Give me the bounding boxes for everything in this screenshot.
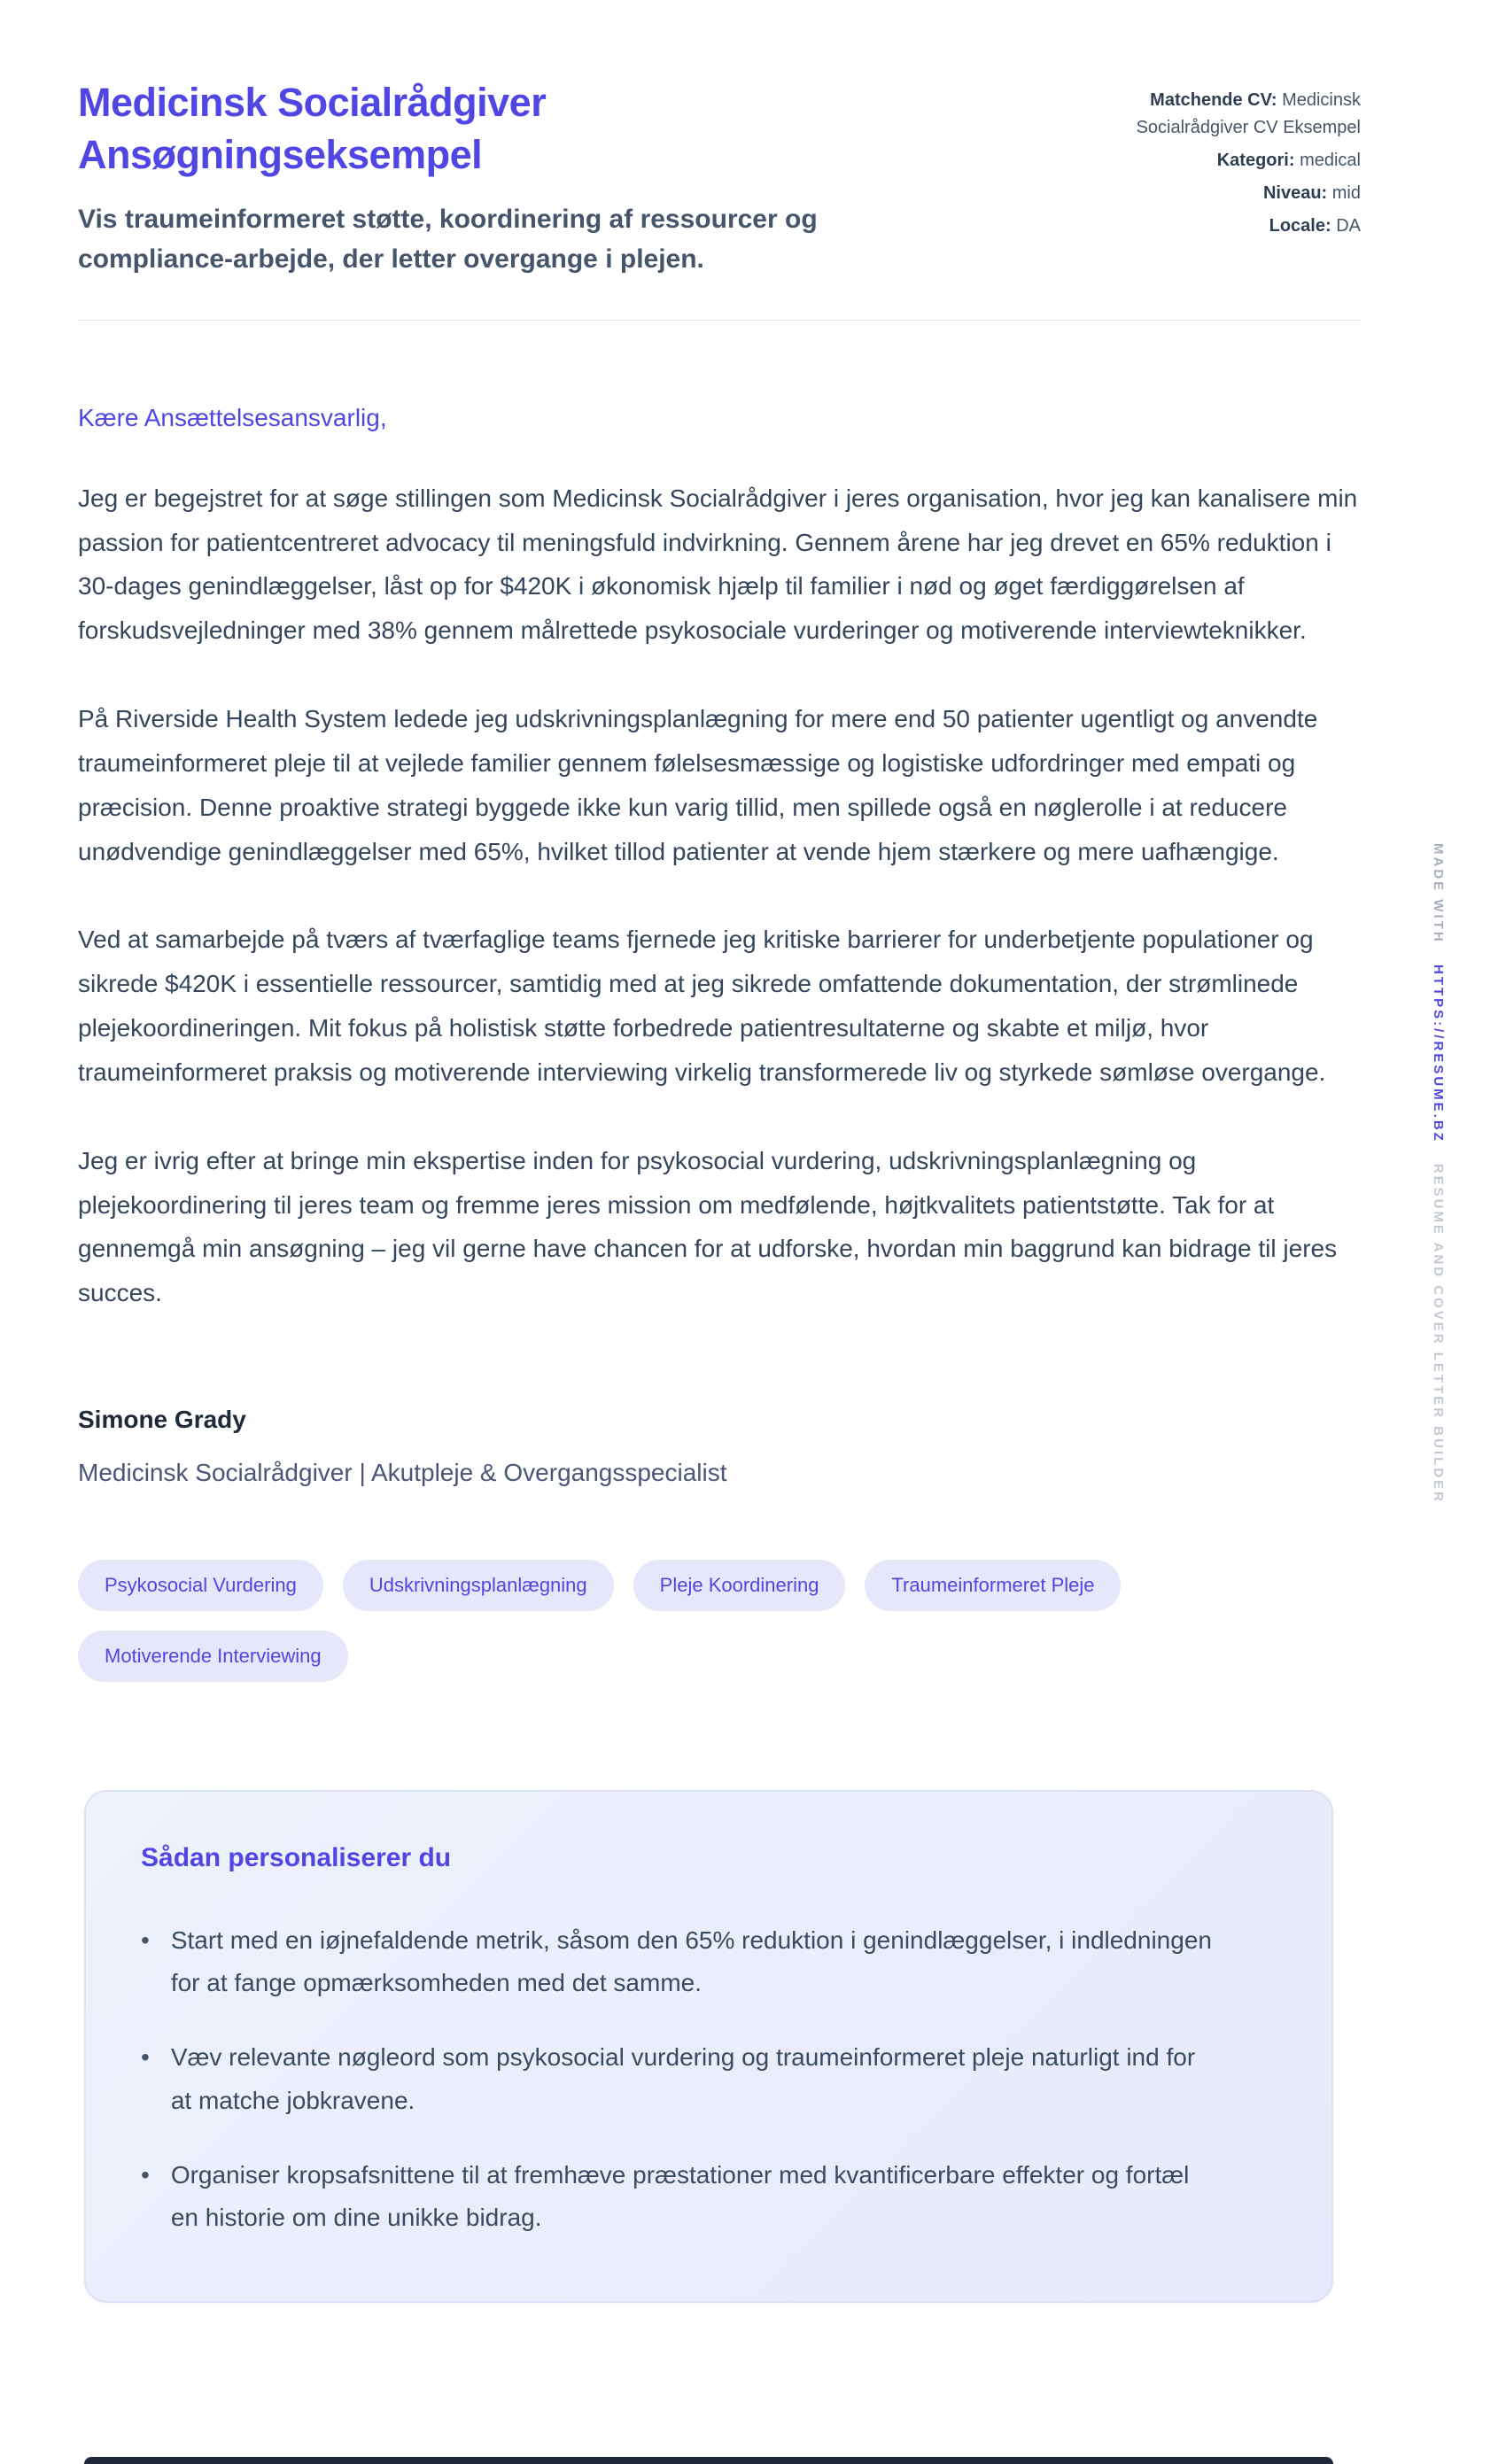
skill-tags [78,1560,1230,1682]
skill-tag: Psykosocial Vurdering [78,1560,323,1611]
side-watermark [1431,843,1446,1504]
personalization-hints-card [84,1790,1333,2303]
letter-paragraph: Jeg er ivrig efter at bringe min ekspertise inden for psykosocial vurdering, udskrivningsplanlægning og plejekoordinering til jeres team og fremme jeres mission om medfølende, højtkvalitets patientstøtte. Tak for at gennemgå min ansøgning – jeg vil gerne have chancen for at udforske, hvordan min baggrund kan bidrage til jeres succes. [78,1146,1338,1307]
hint-text: Væv relevante nøgleord som psykosocial vurdering og traumeinformeret pleje naturligt ind for at matche jobkravene. [170,2043,1196,2114]
footer-bar [84,2457,1333,2464]
hint-item [141,2036,1277,2121]
watermark-prefix: MADE WITH [1431,843,1446,944]
meta-label: Kategori: [1216,151,1295,170]
signature-name: Simone Grady [78,1406,246,1434]
hint-text: Organiser kropsafsnittene til at fremhæve præstationer med kvantificerbare effekter og fortæl en historie om dine unikke bidrag. [170,2160,1190,2231]
meta-value: medical [1300,151,1361,170]
meta-category [1060,147,1361,174]
meta-block [1060,76,1361,245]
meta-label: Matchende CV: [1150,90,1277,110]
meta-level [1060,180,1361,207]
hint-text: Start med en iøjnefaldende metrik, såsom den 65% reduktion i genindlæggelser, i indledningen for at fange opmærksomheden med det samme. [170,1926,1212,1997]
watermark-link[interactable]: HTTPS://RESUME.BZ [1431,964,1446,1143]
meta-value: Medicinsk Socialrådgiver CV Eksempel [1136,90,1361,137]
skill-tag: Pleje Koordinering [633,1560,846,1611]
meta-locale [1060,213,1361,240]
hint-item [141,2154,1277,2239]
hints-title: Sådan personaliserer du [141,1843,452,1873]
meta-matching-cv [1060,87,1361,142]
header-divider [78,320,1361,321]
letter-paragraph: Ved at samarbejde på tværs af tværfaglige teams fjernede jeg kritiske barrierer for underbetjente populationer og sikrede $420K i essentielle ressourcer, samtidig med at jeg sikrede omfattende dokumentation, der strømlinede plejekoordineringen. Mit fokus på holistisk støtte forbedrede patientresultaterne og skabte et miljø, hvor traumeinformeret praksis og motiverende interviewing virkelig transformerede liv og styrkede sømløse overgange. [78,926,1326,1086]
meta-label: Niveau: [1262,183,1328,203]
hints-list [141,1919,1277,2239]
skill-tag: Udskrivningsplanlægning [343,1560,614,1611]
page-title: Medicinsk Socialrådgiver Ansøgningseksempel [78,80,547,178]
letter-greeting: Kære Ansættelsesansvarlig, [78,403,387,431]
hint-item [141,1919,1277,2004]
page-subtitle: Vis traumeinformeret støtte, koordinering af ressourcer og compliance-arbejde, der letter overgange i plejen. [78,204,818,274]
bullet-dot: • [141,2160,150,2189]
letter-paragraph: Jeg er begejstret for at søge stillingen som Medicinsk Socialrådgiver i jeres organisation, hvor jeg kan kanalisere min passion for patientcentreret advocacy til meningsfuld indvirkning. Gennem årene har jeg drevet en 65% reduktion i 30-dages genindlæggelser, låst op for $420K i økonomisk hjælp til familier i nød og øget færdiggørelsen af forskudsvejledninger med 38% gennem målrettede psykosociale vurderinger og motiverende interviewteknikker. [78,484,1358,645]
skill-tag: Traumeinformeret Pleje [865,1560,1121,1611]
meta-value: DA [1336,216,1361,236]
watermark-suffix: RESUME AND COVER LETTER BUILDER [1431,1163,1446,1504]
skill-tag: Motiverende Interviewing [78,1631,348,1682]
meta-label: Locale: [1269,216,1331,236]
cover-letter [78,404,1361,1487]
bullet-dot: • [141,2043,150,2072]
signature-title: Medicinsk Socialrådgiver | Akutpleje & Overgangsspecialist [78,1459,727,1487]
letter-paragraph: På Riverside Health System ledede jeg udskrivningsplanlægning for mere end 50 patienter ugentligt og anvendte traumeinformeret pleje til at vejlede familier gennem følelsesmæssige og logistiske udfordringer med empati og præcision. Denne proaktive strategi byggede ikke kun varig tillid, men spillede også en nøglerolle i at reducere unødvendige genindlæggelser med 65%, hvilket tillod patienter at vende hjem stærkere og mere uafhængige. [78,705,1318,865]
page-header [78,76,1361,279]
header-title-block [78,76,875,279]
meta-value: mid [1331,183,1361,203]
page-container [78,0,1361,2303]
bullet-dot: • [141,1926,150,1955]
